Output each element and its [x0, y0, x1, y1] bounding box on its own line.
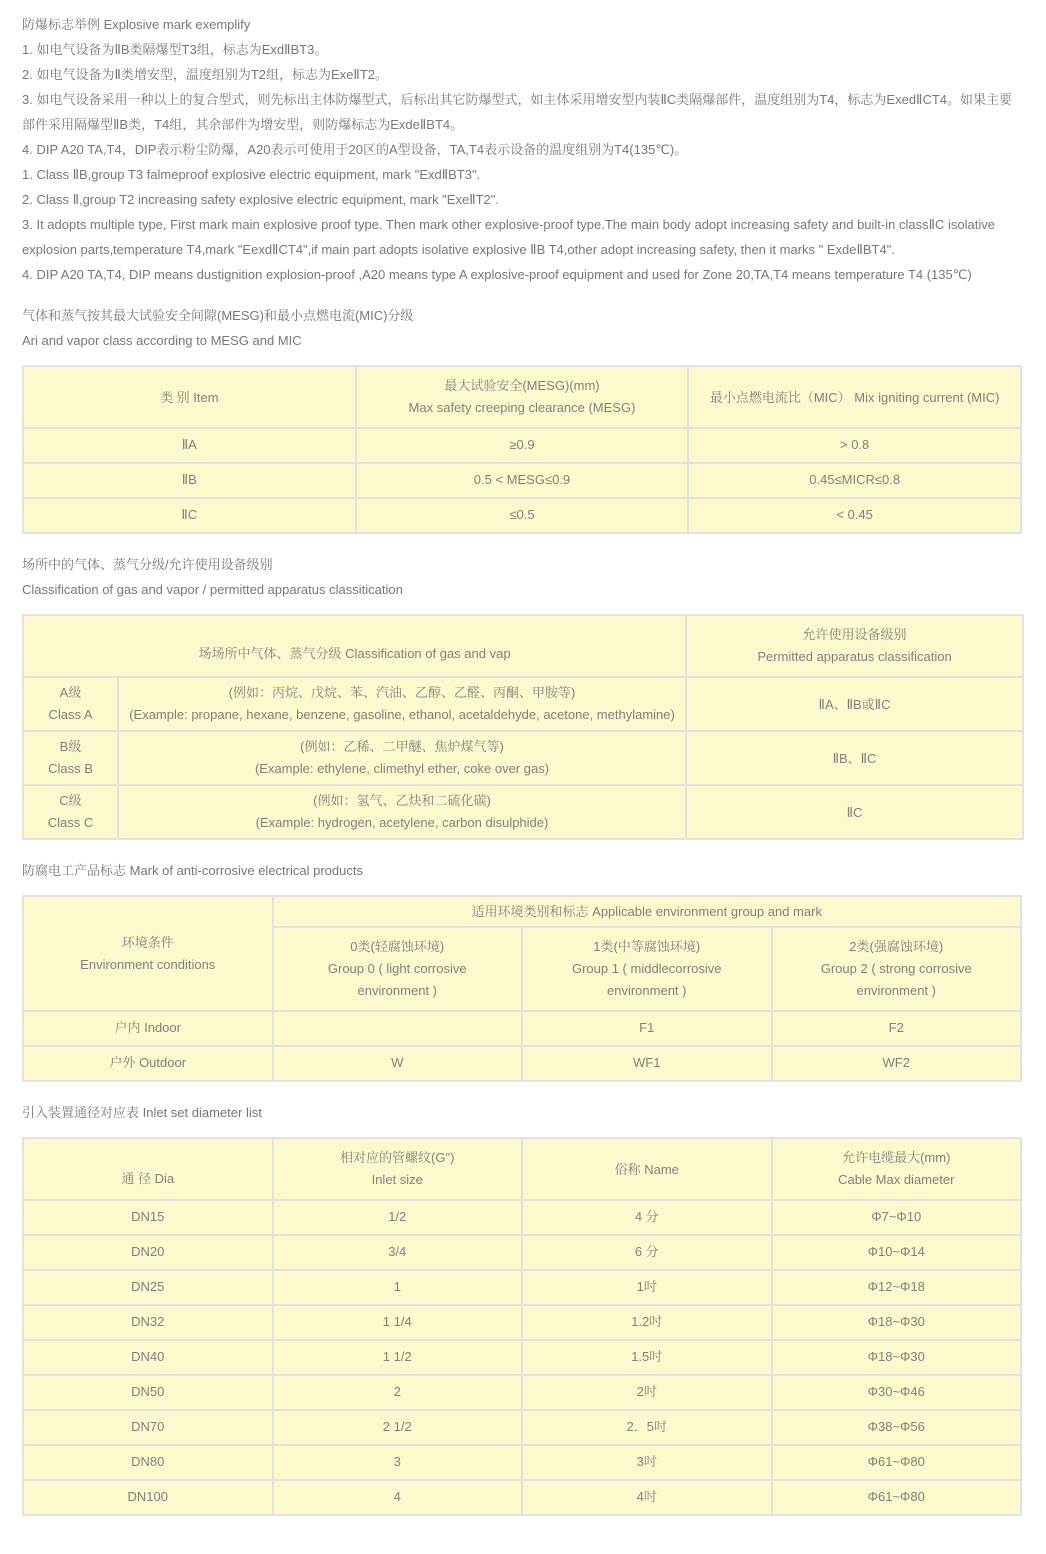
- class-en: Class A: [48, 707, 93, 722]
- table-row: [23, 1375, 1021, 1410]
- cell-location: 户内 Indoor: [23, 1011, 273, 1046]
- cell-group2-mark: F2: [772, 1011, 1022, 1046]
- cell-mesg: ≤0.5: [356, 498, 689, 533]
- cell-mic: > 0.8: [688, 428, 1021, 463]
- cell-cable: Φ38~Φ56: [772, 1410, 1022, 1445]
- header-mesg-zh: 最大试验安全(MESG)(mm): [444, 378, 600, 393]
- cell-dia: DN50: [23, 1375, 273, 1410]
- cell-dia: DN32: [23, 1305, 273, 1340]
- table-row: [23, 677, 1023, 731]
- cell-inlet-size: 2: [273, 1375, 523, 1410]
- class-zh: C级: [59, 793, 82, 808]
- cell-item: ⅡB: [23, 463, 356, 498]
- group0-en: Group 0 ( light corrosive environment ): [327, 961, 467, 998]
- cell-inlet-size: 3/4: [273, 1235, 523, 1270]
- cell-name: 1.5吋: [522, 1340, 772, 1375]
- cell-inlet-size: 1 1/2: [273, 1340, 523, 1375]
- table-row: [23, 498, 1021, 533]
- intro-line-zh-2: 2. 如电气设备为Ⅱ类增安型，温度组别为T2组，标志为ExeⅡT2。: [22, 67, 388, 82]
- table-row: [23, 1011, 1021, 1046]
- header-cell-name: 俗称 Name: [522, 1138, 772, 1200]
- header-cell-applicable: 适用环境类别和标志 Applicable environment group and mark: [273, 896, 1022, 927]
- cell-location: 户外 Outdoor: [23, 1046, 273, 1081]
- intro-line-zh-4: 4. DIP A20 TA,T4，DIP表示粉尘防爆，A20表示可使用于20区的A型设备，TA,T4表示设备的温度组别为T4(135℃)。: [22, 142, 688, 157]
- header-cell-group2: [772, 927, 1022, 1011]
- environment-zh: 环境条件: [121, 934, 174, 950]
- group2-zh: 2类(强腐蚀环境): [849, 939, 944, 954]
- cell-dia: DN25: [23, 1270, 273, 1305]
- cell-name: 2吋: [522, 1375, 772, 1410]
- header-cell-item: 类 别 Item: [23, 366, 356, 428]
- table-row: [23, 1410, 1021, 1445]
- cell-mic: < 0.45: [688, 498, 1021, 533]
- cell-item: ⅡC: [23, 498, 356, 533]
- cell-name: 6 分: [522, 1235, 772, 1270]
- table-header-row: [23, 366, 1021, 428]
- cell-inlet-size: 2 1/2: [273, 1410, 523, 1445]
- section-title-class-en: Classification of gas and vapor / permitted apparatus classitication: [22, 582, 403, 597]
- cell-group0-mark: W: [273, 1046, 523, 1081]
- cell-class: [23, 677, 118, 731]
- cable-zh: 允许电缆最大(mm): [842, 1150, 951, 1165]
- cell-cable: Φ18~Φ30: [772, 1340, 1022, 1375]
- inlet-size-en: Inlet size: [371, 1172, 423, 1187]
- header-cell-permitted: [686, 615, 1023, 677]
- cell-inlet-size: 4: [273, 1480, 523, 1515]
- table-header-row: [23, 1138, 1021, 1200]
- cell-name: 1吋: [522, 1270, 772, 1305]
- table-row: [23, 785, 1023, 839]
- header-cell-inlet-size: [273, 1138, 523, 1200]
- intro-line-zh-1: 1. 如电气设备为ⅡB类隔爆型T3组，标志为ExdⅡBT3。: [22, 42, 328, 57]
- intro-line-en-3: 3. It adopts multiple type, First mark main explosive proof type. Then mark other explosive-proof type.The main body adopt increasing safety and built-in classⅡC isolative explosion parts,temperature T4,mark "EexdⅡCT4",if main part adopts isolative explosive ⅡB T4,other adopt increasing safety, then it marks " ExdeⅡBT4".: [22, 217, 995, 257]
- cell-name: 2．5吋: [522, 1410, 772, 1445]
- class-zh: A级: [59, 685, 82, 700]
- intro-line-zh-3: 3. 如电气设备采用一种以上的复合型式，则先标出主体防爆型式，后标出其它防爆型式，如主体采用增安型内装ⅡC类隔爆部件，温度组别为T4，标志为ExedⅡCT4。如果主要部件采用隔爆型ⅡB类，T4组，其余部件为增安型，则防爆标志为ExdeⅡBT4。: [22, 92, 1013, 132]
- group1-en: Group 1 ( middlecorrosive environment ): [571, 961, 722, 998]
- group0-zh: 0类(轻腐蚀环境): [350, 939, 445, 954]
- cell-cable: Φ7~Φ10: [772, 1200, 1022, 1235]
- header-cell-dia: 通 径 Dia: [23, 1138, 273, 1200]
- inlet-table: [22, 1137, 1022, 1516]
- cell-permitted: ⅡC: [686, 785, 1023, 839]
- intro-title: 防爆标志举例 Explosive mark exemplify: [22, 17, 251, 32]
- example-zh: (例如：氢气、乙炔和二硫化碳): [313, 793, 491, 808]
- cell-mesg: 0.5 < MESG≤0.9: [356, 463, 689, 498]
- cell-group1-mark: F1: [522, 1011, 772, 1046]
- section-title-anticorrosive: 防腐电工产品标志 Mark of anti-corrosive electrical products: [22, 863, 363, 878]
- cell-cable: Φ18~Φ30: [772, 1305, 1022, 1340]
- header-cell-group1: [522, 927, 772, 1011]
- header-cell-environment: [23, 896, 273, 1011]
- table-row: [23, 1305, 1021, 1340]
- example-en: (Example: propane, hexane, benzene, gasoline, ethanol, acetaldehyde, acetone, methylamine): [129, 707, 675, 722]
- intro-line-en-1: 1. Class ⅡB,group T3 falmeproof explosive electric equipment, mark "ExdⅡBT3".: [22, 167, 481, 182]
- cell-name: 3吋: [522, 1445, 772, 1480]
- inlet-size-zh: 相对应的管螺纹(G"): [340, 1150, 455, 1165]
- cell-dia: DN20: [23, 1235, 273, 1270]
- cell-dia: DN100: [23, 1480, 273, 1515]
- cell-dia: DN70: [23, 1410, 273, 1445]
- cell-class: [23, 785, 118, 839]
- group2-en: Group 2 ( strong corrosive environment ): [820, 961, 972, 998]
- table-row: [23, 1235, 1021, 1270]
- cable-en: Cable Max diameter: [838, 1172, 955, 1187]
- table-header-row: [23, 896, 1021, 927]
- cell-mesg: ≥0.9: [356, 428, 689, 463]
- cell-example: [118, 785, 686, 839]
- table-row: [23, 1480, 1021, 1515]
- cell-group0-mark: [273, 1011, 523, 1046]
- cell-cable: Φ30~Φ46: [772, 1375, 1022, 1410]
- table-row: [23, 428, 1021, 463]
- section-title-mesg-zh: 气体和蒸气按其最大试验安全间隙(MESG)和最小点燃电流(MIC)分级: [22, 308, 414, 323]
- header-cell-mesg: [356, 366, 689, 428]
- intro-line-en-2: 2. Class Ⅱ,group T2 increasing safety explosive electric equipment, mark "ExeⅡT2".: [22, 192, 499, 207]
- cell-permitted: ⅡB、ⅡC: [686, 731, 1023, 785]
- class-en: Class B: [48, 761, 93, 776]
- cell-example: [118, 677, 686, 731]
- header-permitted-en: Permitted apparatus classification: [757, 649, 952, 664]
- class-zh: B级: [59, 739, 82, 754]
- spacer: [22, 287, 1022, 303]
- cell-example: [118, 731, 686, 785]
- cell-name: 4吋: [522, 1480, 772, 1515]
- example-zh: (例如：丙烷、戊烷、苯、汽油、乙醇、乙醛、丙酮、甲胺等): [228, 685, 576, 700]
- table-row: [23, 731, 1023, 785]
- section-title-inlet: 引入装置通径对应表 Inlet set diameter list: [22, 1105, 262, 1120]
- section-title-class-zh: 场所中的气体、蒸气分级/允许使用设备级别: [22, 557, 273, 572]
- cell-mic: 0.45≤MICR≤0.8: [688, 463, 1021, 498]
- table-row: [23, 463, 1021, 498]
- table-row: [23, 1200, 1021, 1235]
- table-row: [23, 1340, 1021, 1375]
- cell-dia: DN40: [23, 1340, 273, 1375]
- section-title-mesg-en: Ari and vapor class according to MESG and MIC: [22, 333, 302, 348]
- header-cell-group0: [273, 927, 523, 1011]
- cell-cable: Φ10~Φ14: [772, 1235, 1022, 1270]
- cell-inlet-size: 1 1/4: [273, 1305, 523, 1340]
- intro-line-en-4: 4. DIP A20 TA,T4, DIP means dustignition explosion-proof ,A20 means type A explosive-proof equipment and used for Zone 20,TA,T4 means temperature T4 (135℃): [22, 267, 972, 282]
- anticorrosive-table: [22, 895, 1022, 1082]
- example-en: (Example: ethylene, climethyl ether, coke over gas): [254, 761, 550, 776]
- cell-inlet-size: 1/2: [273, 1200, 523, 1235]
- group1-zh: 1类(中等腐蚀环境): [593, 939, 701, 954]
- header-cell-cable: [772, 1138, 1022, 1200]
- cell-inlet-size: 1: [273, 1270, 523, 1305]
- cell-group2-mark: WF2: [772, 1046, 1022, 1081]
- classification-table: [22, 614, 1024, 840]
- cell-cable: Φ61~Φ80: [772, 1480, 1022, 1515]
- cell-dia: DN80: [23, 1445, 273, 1480]
- table-row: [23, 1445, 1021, 1480]
- header-permitted-zh: 允许使用设备级别: [802, 627, 907, 642]
- cell-group1-mark: WF1: [522, 1046, 772, 1081]
- cell-cable: Φ12~Φ18: [772, 1270, 1022, 1305]
- cell-dia: DN15: [23, 1200, 273, 1235]
- header-mesg-en: Max safety creeping clearance (MESG): [408, 400, 636, 415]
- example-zh: (例如：乙稀、二甲醚、焦炉煤气等): [300, 739, 504, 754]
- mesg-table: [22, 365, 1022, 534]
- class-en: Class C: [47, 815, 94, 830]
- table-row: [23, 1270, 1021, 1305]
- cell-permitted: ⅡA、ⅡB或ⅡC: [686, 677, 1023, 731]
- cell-inlet-size: 3: [273, 1445, 523, 1480]
- example-en: (Example: hydrogen, acetylene, carbon disulphide): [255, 815, 549, 830]
- environment-en: Environment conditions: [80, 956, 216, 972]
- cell-class: [23, 731, 118, 785]
- table-row: [23, 1046, 1021, 1081]
- header-cell-mic: 最小点燃电流比（MIC） Mix igniting current (MIC): [688, 366, 1021, 428]
- cell-name: 1.2吋: [522, 1305, 772, 1340]
- cell-cable: Φ61~Φ80: [772, 1445, 1022, 1480]
- cell-item: ⅡA: [23, 428, 356, 463]
- table-header-row: [23, 615, 1023, 677]
- cell-name: 4 分: [522, 1200, 772, 1235]
- header-cell-gas-class: 场场所中气体、蒸气分级 Classification of gas and vap: [23, 615, 686, 677]
